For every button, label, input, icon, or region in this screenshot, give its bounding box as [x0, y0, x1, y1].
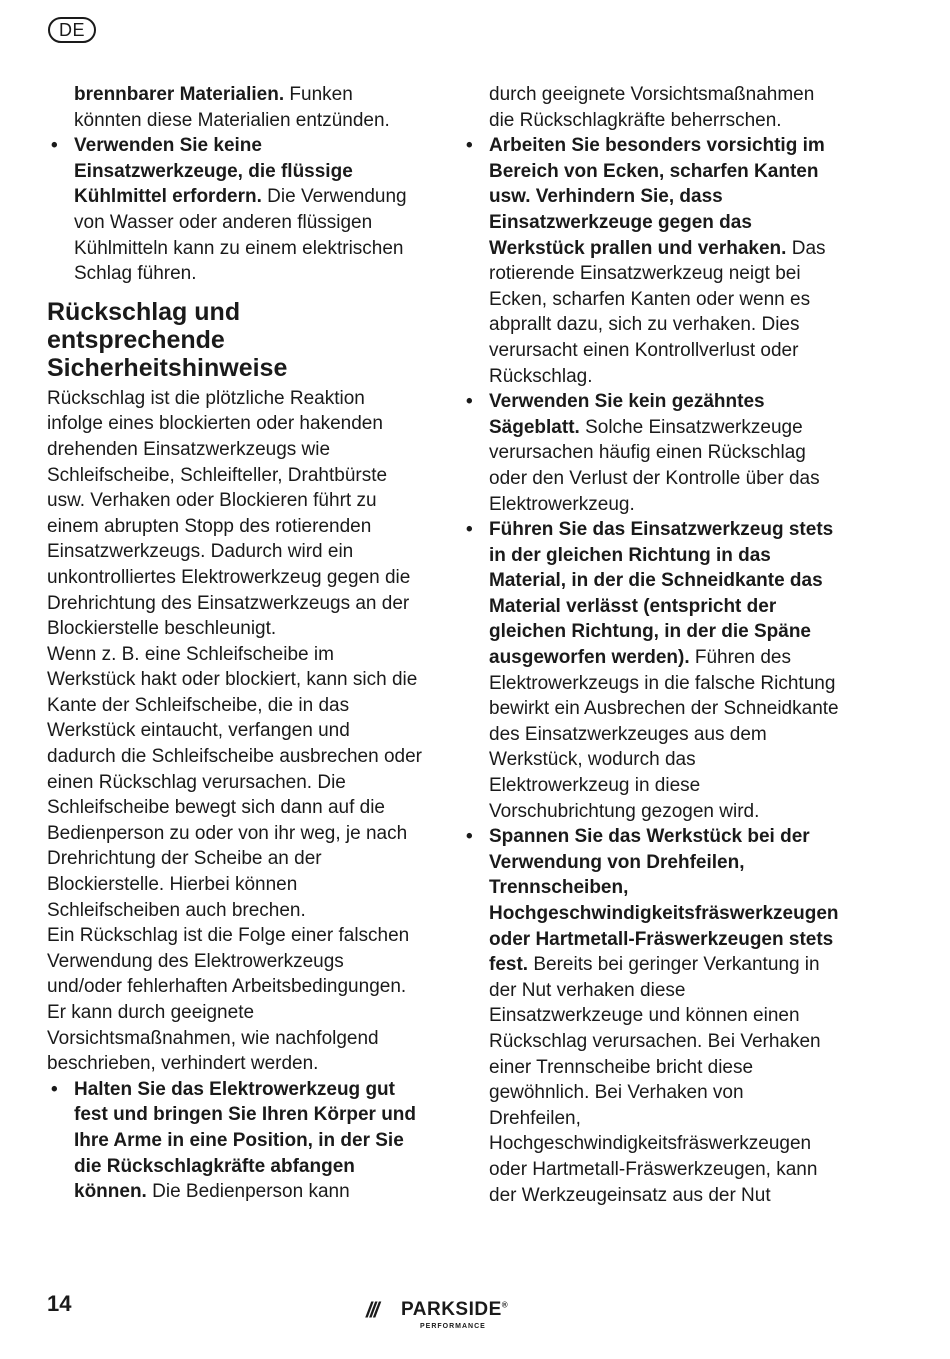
brand-name-text: PARKSIDE [401, 1299, 502, 1320]
bullet-bold-text: Spannen Sie das Werkstück bei der Verwendung von Drehfeilen, Trennscheiben, Hochgeschwindigkeitsfräswerkzeugen oder Hartmetall-Fräswerkzeugen stets fest. [489, 826, 839, 976]
bullet-dot: • [51, 135, 58, 157]
bullet-dot: • [51, 1078, 58, 1100]
intro-bold-text: brennbarer Materialien. [74, 84, 285, 105]
intro-text: Funken könnten diese Materialien entzünden. [74, 84, 390, 131]
bullet-bold-text: Verwenden Sie keine Einsatzwerkzeuge, die flüssige Kühlmittel erfordern. [74, 135, 353, 208]
right-column [462, 82, 840, 1208]
page-number: 14 [47, 1291, 72, 1316]
bullet-dot: • [466, 391, 473, 413]
continuation-paragraph: durch geeignete Vorsichtsmaßnahmen die Rückschlagkräfte beherrschen. [489, 84, 815, 131]
bullet-text: Führen des Elektrowerkzeugs in die falsche Richtung bewirkt ein Ausbrechen der Schneidkante des Einsatzwerkzeuges aus dem Werkstück, wodurch das Elektrowerkzeug in diese Vorschubrichtung gezogen wird. [489, 647, 839, 822]
bullet-bold-text: Führen Sie das Einsatzwerkzeug stets in der gleichen Richtung in das Material, in der die Schneidkante das Material verlässt (entspricht der gleichen Richtung, in der die Späne ausgeworfen werden). [489, 519, 834, 669]
bullet-bold-text: Arbeiten Sie besonders vorsichtig im Bereich von Ecken, scharfen Kanten usw. Verhindern Sie, dass Einsatzwerkzeuge gegen das Werkstück prallen und verhaken. [489, 135, 825, 259]
registered-mark: ® [501, 1300, 509, 1310]
bullet-clamp-workpiece [462, 824, 840, 1208]
paragraph-kickback-example: Wenn z. B. eine Schleifscheibe im Werkstück hakt oder blockiert, kann sich die Kante der Schleifscheibe, die in das Werkstück eintaucht, verfangen und dadurch die Schleifscheibe ausbrechen oder einen Rückschlag verursachen. Die Schleifscheibe bewegt sich dann auf die Bedienperson zu oder von ihr weg, je nach Drehrichtung der Scheibe an der Blockierstelle. Hierbei können Schleifscheiben auch brechen. [47, 643, 422, 921]
brand-slashes: /// [366, 1299, 378, 1322]
bullet-hold-tool [47, 1077, 422, 1205]
bullet-dot: • [466, 135, 473, 157]
brand-subtitle: PERFORMANCE [420, 1323, 486, 1330]
language-badge: DE [48, 17, 96, 43]
bullet-no-liquid-coolant [47, 133, 422, 287]
bullet-text: Solche Einsatzwerkzeuge verursachen häufig einen Rückschlag oder den Verlust der Kontrolle über das Elektrowerkzeug. [489, 416, 820, 515]
bullet-text: Das rotierende Einsatzwerkzeug neigt bei Ecken, scharfen Kanten oder wenn es abprallt dazu, sich zu verhaken. Dies verursacht einen Kontrollverlust oder Rückschlag. [489, 237, 826, 387]
bullet-no-toothed-blade [462, 389, 840, 517]
left-column [47, 82, 422, 1205]
parkside-logo [366, 1299, 526, 1333]
bullet-bold-text: Halten Sie das Elektrowerkzeug gut fest und bringen Sie Ihren Körper und Ihre Arme in eine Position, in der Sie die Rückschlagkräfte abfangen können. [74, 1078, 417, 1203]
brand-name [401, 1299, 508, 1321]
bullet-dot: • [466, 826, 473, 848]
intro-paragraph [47, 82, 422, 133]
bullet-text: Die Verwendung von Wasser oder anderen flüssigen Kühlmitteln kann zu einem elektrischen Schlag führen. [74, 186, 407, 285]
paragraph-kickback-cause: Ein Rückschlag ist die Folge einer falschen Verwendung des Elektrowerkzeugs und/oder fehlerhaften Arbeitsbedingungen. Er kann durch geeignete Vorsichtsmaßnahmen, wie nachfolgend beschrieben, verhindert werden. [47, 925, 410, 1075]
bullet-feed-direction [462, 517, 840, 824]
bullet-text: Bereits bei geringer Verkantung in der Nut verhaken diese Einsatzwerkzeuge und können einen Rückschlag verursachen. Bei Verhaken einer Trennscheibe bricht diese gewöhnlich. Bei Verhaken von Drehfeilen, Hochgeschwindigkeitsfräswerkzeugen oder Hartmetall-Fräswerkzeugen, kann der Werkzeugeinsatz aus der Nut [489, 954, 821, 1206]
section-heading: Rückschlag und entsprechende Sicherheitshinweise [47, 297, 288, 382]
bullet-text: Die Bedienperson kann [146, 1181, 350, 1203]
bullet-corners-edges [462, 133, 840, 389]
paragraph-kickback-definition: Rückschlag ist die plötzliche Reaktion infolge eines blockierten oder hakenden drehenden Einsatzwerkzeugs wie Schleifscheibe, Schleifteller, Drahtbürste usw. Verhaken oder Blockieren führt zu einem abrupten Stopp des rotierenden Einsatzwerkzeugs. Dadurch wird ein unkontrolliertes Elektrowerkzeug gegen die Drehrichtung des Einsatzwerkzeugs an der Blockierstelle beschleunigt. [47, 387, 411, 640]
bullet-bold-text: Verwenden Sie kein gezähntes Sägeblatt. [489, 391, 765, 438]
bullet-dot: • [466, 519, 473, 541]
